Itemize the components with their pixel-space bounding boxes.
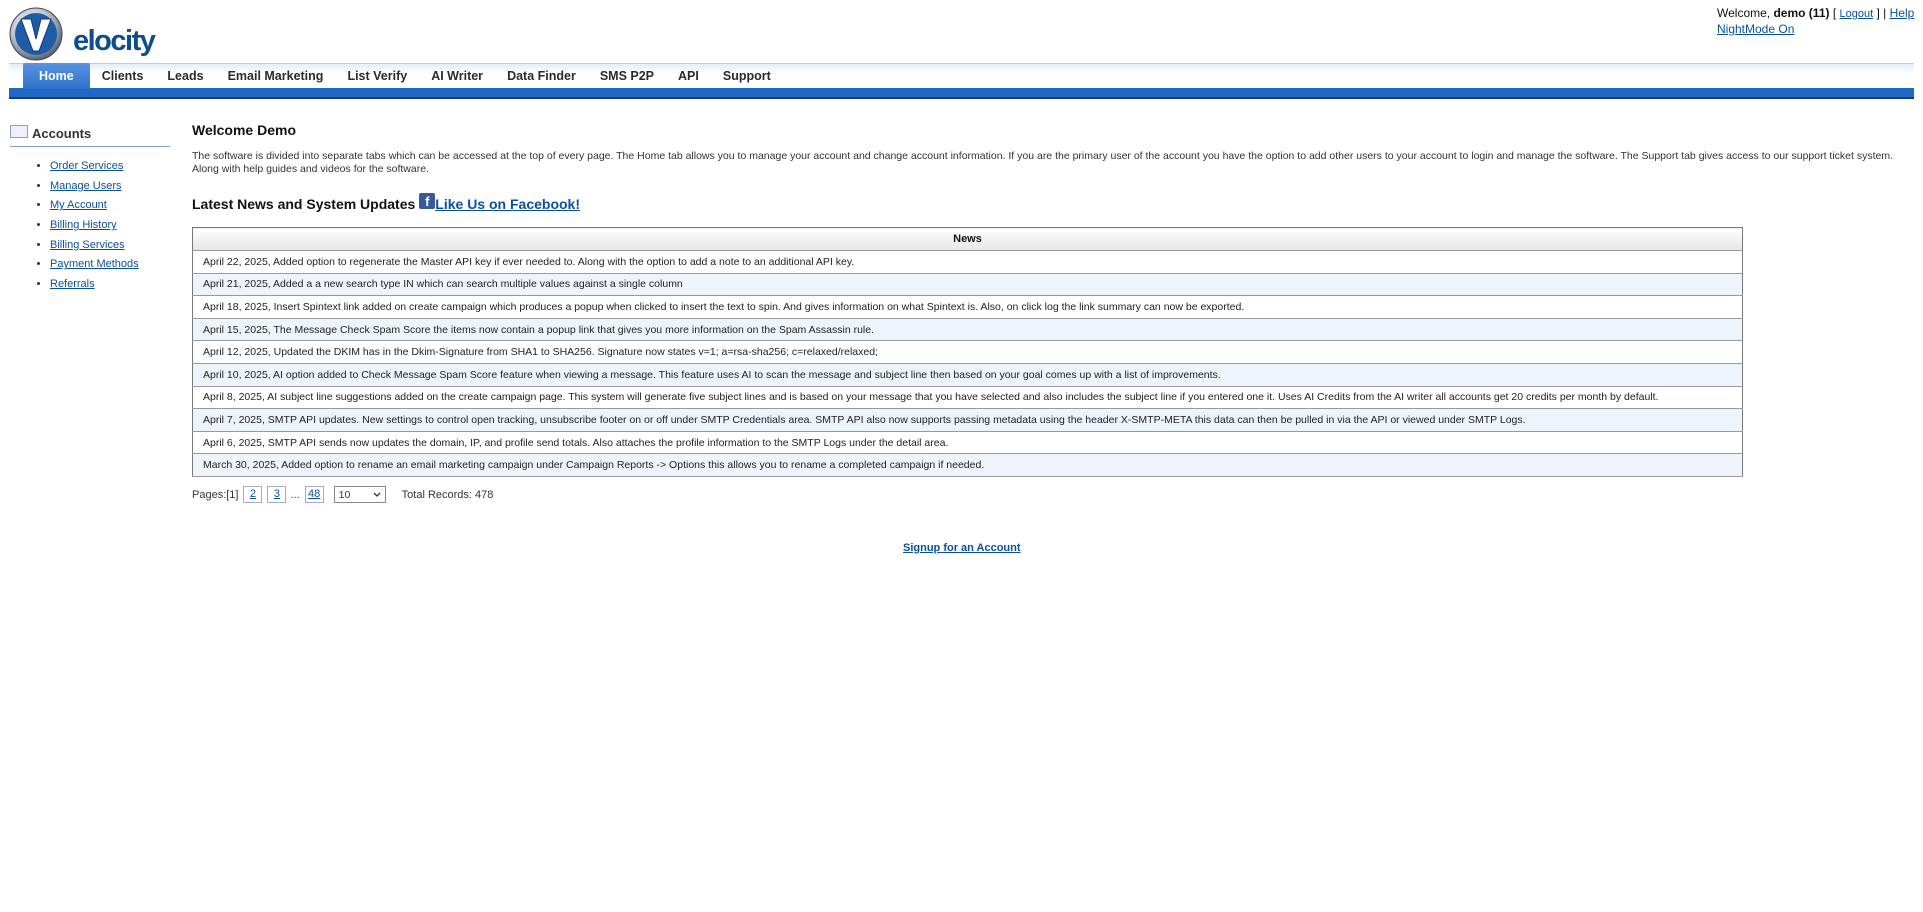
nav-underline	[9, 88, 1914, 99]
page-title: Welcome Demo	[192, 122, 296, 138]
bracket-open: [	[1829, 6, 1840, 20]
logout-link[interactable]: Logout	[1839, 8, 1874, 20]
v-logo-icon	[9, 7, 65, 61]
sidebar-item-billing-history	[50, 216, 170, 236]
facebook-link[interactable]: Like Us on Facebook!	[435, 196, 580, 212]
my-account-link[interactable]: My Account	[50, 199, 107, 212]
help-link[interactable]: Help	[1889, 6, 1915, 20]
table-row: April 15, 2025, The Message Check Spam Score the items now contain a popup link that gives you more information on the Spam Assassin rule.	[193, 318, 1743, 341]
pages-label: Pages:	[192, 488, 227, 501]
last-page-link[interactable]: 48	[305, 486, 324, 503]
table-row: April 22, 2025, Added option to regenerate the Master API key if ever needed to. Along with the option to add a note to an additional API key.	[193, 251, 1743, 274]
tab-list-verify[interactable]: List Verify	[347, 69, 408, 83]
chevron-down-icon	[373, 492, 381, 498]
sidebar-item-my-account	[50, 196, 170, 216]
nightmode-link[interactable]: NightMode On	[1717, 22, 1795, 36]
main-content	[192, 122, 1910, 501]
bracket-close: ] |	[1873, 6, 1890, 20]
tab-data-finder[interactable]: Data Finder	[507, 69, 576, 83]
sidebar	[10, 124, 170, 295]
pager-ellipsis: ...	[290, 488, 300, 501]
page-3-link[interactable]: 3	[267, 486, 286, 503]
billing-services-link[interactable]: Billing Services	[50, 238, 125, 251]
payment-methods-link[interactable]: Payment Methods	[50, 258, 139, 271]
facebook-icon[interactable]: f	[419, 193, 435, 209]
table-row: March 30, 2025, Added option to rename an email marketing campaign under Campaign Reports -> Options this allows you to rename a completed campaign if needed.	[193, 454, 1743, 477]
page-2-link[interactable]: 2	[243, 486, 262, 503]
pagination	[192, 486, 493, 503]
news-title: Latest News and System Updates	[192, 196, 416, 212]
sidebar-item-order-services	[50, 157, 170, 177]
news-table	[192, 227, 1743, 477]
logo-text: elocity	[73, 25, 155, 57]
tab-home[interactable]: Home	[23, 63, 90, 89]
table-row: April 21, 2025, Added a a new search type IN which can search multiple values against a single column	[193, 273, 1743, 296]
table-row: April 10, 2025, AI option added to Check Message Spam Score feature when viewing a message. This feature uses AI to scan the message and subject line then based on your goal comes up with a list of improvements.	[193, 363, 1743, 386]
sidebar-item-billing-services	[50, 236, 170, 256]
table-row: April 6, 2025, SMTP API sends now updates the domain, IP, and profile send totals. Also attaches the profile information to the SMTP Logs under the detail area.	[193, 431, 1743, 454]
total-records: Total Records: 478	[401, 488, 494, 501]
per-page-select[interactable]	[334, 486, 386, 503]
accounts-icon	[10, 125, 28, 138]
news-column-header: News	[193, 228, 1743, 251]
table-row: April 18, 2025, Insert Spintext link added on create campaign which produces a popup when clicked to insert the text to spin. And gives information on what Spintext is. Also, on click log the link summary can now be exported.	[193, 296, 1743, 319]
tab-clients[interactable]: Clients	[101, 69, 144, 83]
tab-sms-p2p[interactable]: SMS P2P	[599, 69, 655, 83]
per-page-value: 10	[338, 488, 351, 501]
tab-leads[interactable]: Leads	[167, 69, 204, 83]
main-tabs	[23, 63, 783, 89]
velocity-logo[interactable]	[9, 7, 155, 61]
table-row: April 8, 2025, AI subject line suggestions added on the create campaign page. This system will generate five subject lines and is based on your message that you have selected and also includes the subject line if you entered one it. Uses AI Credits from the AI writer all accounts get 20 credits per month by default.	[193, 386, 1743, 409]
signup-link[interactable]: Signup for an Account	[903, 542, 1021, 554]
current-page: [1]	[226, 488, 239, 501]
referrals-link[interactable]: Referrals	[50, 278, 95, 291]
table-row: April 7, 2025, SMTP API updates. New settings to control open tracking, unsubscribe footer on or off under SMTP Credentials area. SMTP API also now supports passing metadata using the header X-SMTP-META this data can then be pulled in via the API or viewed under SMTP Logs.	[193, 409, 1743, 432]
tab-support[interactable]: Support	[722, 69, 771, 83]
tab-email-marketing[interactable]: Email Marketing	[227, 69, 324, 83]
tab-api[interactable]: API	[678, 69, 699, 83]
sidebar-item-referrals	[50, 275, 170, 295]
sidebar-title: Accounts	[32, 125, 92, 141]
sidebar-list	[10, 157, 170, 295]
billing-history-link[interactable]: Billing History	[50, 219, 117, 232]
user-info	[1717, 6, 1914, 37]
manage-users-link[interactable]: Manage Users	[50, 179, 122, 192]
order-services-link[interactable]: Order Services	[50, 160, 124, 172]
sidebar-item-payment-methods	[50, 255, 170, 275]
welcome-prefix: Welcome,	[1717, 6, 1774, 20]
table-row: April 12, 2025, Updated the DKIM has in the Dkim-Signature from SHA1 to SHA256. Signature now states v=1; a=rsa-sha256; c=relaxed/relaxed;	[193, 341, 1743, 364]
news-heading	[192, 196, 1910, 212]
intro-text: The software is divided into separate tabs which can be accessed at the top of every page. The Home tab allows you to manage your account and change account information. If you are the primary user of the account you have the option to add other users to your account to login and manage the software. The Support tab gives access to our support ticket system. Along with help guides and videos for the software.	[192, 150, 1894, 175]
sidebar-header	[10, 124, 170, 147]
username: demo (11)	[1773, 6, 1830, 20]
sidebar-item-manage-users	[50, 177, 170, 197]
tab-ai-writer[interactable]: AI Writer	[431, 69, 484, 83]
